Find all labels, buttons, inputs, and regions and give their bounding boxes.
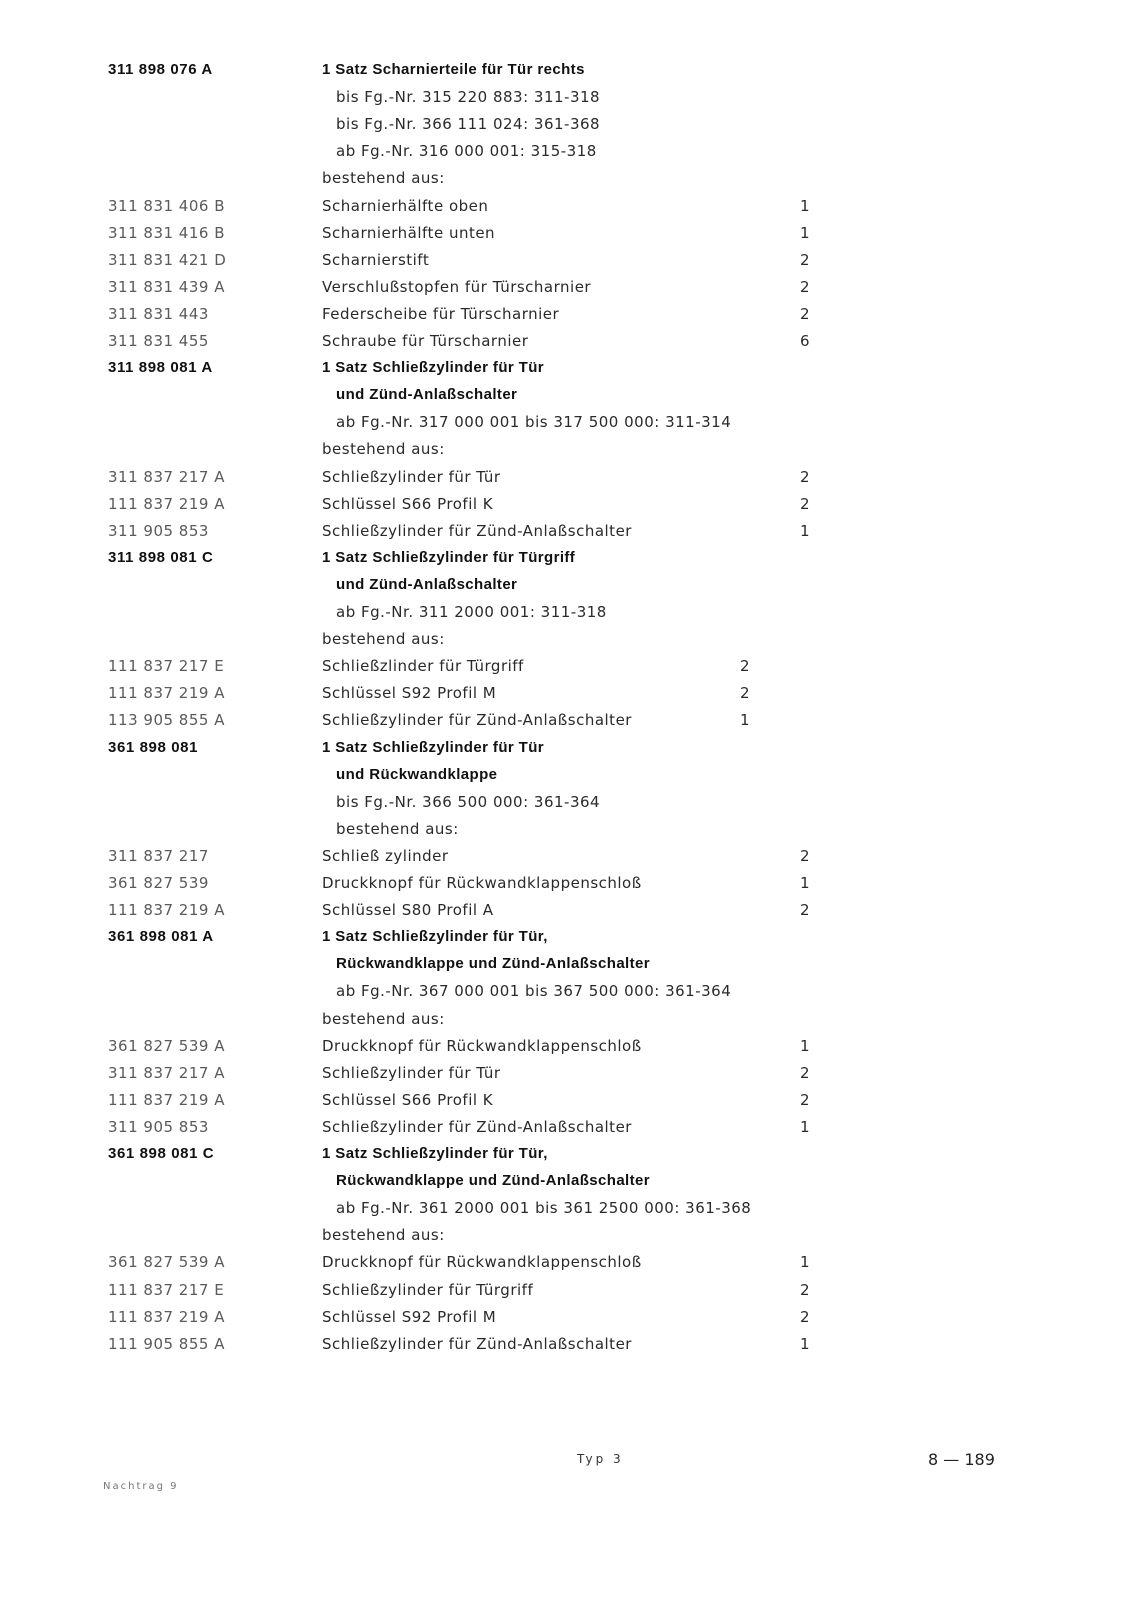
table-row bbox=[0, 1308, 1136, 1335]
part-quantity: 2 bbox=[800, 846, 810, 865]
table-row bbox=[0, 901, 1136, 928]
part-quantity: 2 bbox=[800, 494, 810, 513]
part-quantity: 2 bbox=[740, 657, 750, 676]
part-description: Schlüssel S66 Profil K bbox=[322, 494, 494, 513]
table-row bbox=[0, 1226, 1136, 1253]
part-set-row bbox=[0, 955, 1136, 982]
table-row bbox=[0, 711, 1136, 738]
part-set-row bbox=[0, 766, 1136, 793]
part-description: und Zünd-Anlaßschalter bbox=[336, 575, 518, 593]
part-description: bestehend aus: bbox=[322, 1009, 445, 1028]
table-row bbox=[0, 793, 1136, 820]
part-number: 311 837 217 A bbox=[108, 467, 225, 486]
table-row bbox=[0, 440, 1136, 467]
part-description: Schraube für Türscharnier bbox=[322, 332, 529, 350]
part-quantity: 2 bbox=[800, 304, 810, 323]
table-row bbox=[0, 251, 1136, 278]
part-quantity: 1 bbox=[800, 1036, 810, 1055]
part-number: 113 905 855 A bbox=[108, 711, 225, 730]
table-row bbox=[0, 413, 1136, 440]
part-number: 361 898 081 bbox=[108, 738, 199, 756]
table-row bbox=[0, 982, 1136, 1009]
part-number: 311 898 081 A bbox=[108, 359, 213, 377]
part-quantity: 2 bbox=[800, 1280, 810, 1299]
part-set-row bbox=[0, 359, 1136, 386]
part-number: 311 905 853 bbox=[108, 521, 209, 540]
part-description: 1 Satz Scharnierteile für Tür rechts bbox=[322, 61, 585, 78]
part-description: bestehend aus: bbox=[322, 630, 445, 649]
part-number: 111 905 855 A bbox=[108, 1334, 225, 1353]
part-number: 311 831 406 B bbox=[108, 196, 225, 215]
part-description: Verschlußstopfen für Türscharnier bbox=[322, 277, 592, 296]
table-row bbox=[0, 197, 1136, 224]
part-number: 311 831 439 A bbox=[108, 277, 225, 296]
table-row bbox=[0, 332, 1136, 359]
part-description: und Zünd-Anlaßschalter bbox=[336, 386, 518, 404]
table-row bbox=[0, 224, 1136, 251]
part-set-row bbox=[0, 549, 1136, 576]
part-description: bestehend aus: bbox=[322, 440, 445, 459]
part-set-row bbox=[0, 928, 1136, 955]
part-description: 1 Satz Schließzylinder für Tür, bbox=[322, 928, 548, 946]
part-description: Schließzylinder für Zünd-Anlaßschalter bbox=[322, 711, 632, 730]
part-description: ab Fg.-Nr. 311 2000 001: 311-318 bbox=[336, 603, 607, 621]
part-description: 1 Satz Schließzylinder für Tür, bbox=[322, 1145, 548, 1162]
part-number: 111 837 217 E bbox=[108, 1280, 225, 1299]
part-quantity: 1 bbox=[800, 1117, 810, 1136]
part-description: Schließzylinder für Tür bbox=[322, 1063, 501, 1082]
part-number: 311 837 217 A bbox=[108, 1063, 225, 1082]
table-row bbox=[0, 1281, 1136, 1308]
part-quantity: 1 bbox=[800, 1253, 810, 1272]
part-description: ab Fg.-Nr. 367 000 001 bis 367 500 000: 361-364 bbox=[336, 982, 732, 1001]
part-description: Rückwandklappe und Zünd-Anlaßschalter bbox=[336, 955, 651, 973]
table-row bbox=[0, 88, 1136, 115]
part-description: Scharnierstift bbox=[322, 250, 430, 269]
part-quantity: 1 bbox=[800, 223, 810, 242]
part-quantity: 6 bbox=[800, 332, 810, 350]
part-quantity: 2 bbox=[800, 901, 810, 920]
part-number: 111 837 219 A bbox=[108, 684, 225, 703]
part-number: 311 831 443 bbox=[108, 304, 209, 323]
table-row bbox=[0, 468, 1136, 495]
part-description: Druckknopf für Rückwandklappenschloß bbox=[322, 874, 642, 892]
part-number: 311 831 416 B bbox=[108, 223, 225, 242]
table-row bbox=[0, 1335, 1136, 1362]
part-description: Schlüssel S92 Profil M bbox=[322, 1307, 497, 1326]
table-row bbox=[0, 1253, 1136, 1280]
part-description: bis Fg.-Nr. 366 111 024: 361-368 bbox=[336, 115, 601, 134]
part-description: Schließ zylinder bbox=[322, 846, 449, 865]
table-row bbox=[0, 115, 1136, 142]
table-row bbox=[0, 142, 1136, 169]
part-number: 111 837 219 A bbox=[108, 1307, 225, 1326]
part-description: ab Fg.-Nr. 316 000 001: 315-318 bbox=[336, 142, 597, 161]
table-row bbox=[0, 1118, 1136, 1145]
part-number: 311 837 217 bbox=[108, 846, 209, 865]
part-number: 111 837 219 A bbox=[108, 1090, 225, 1109]
table-row bbox=[0, 169, 1136, 196]
table-row bbox=[0, 820, 1136, 847]
part-number: 361 827 539 bbox=[108, 874, 209, 892]
table-row bbox=[0, 847, 1136, 874]
table-row bbox=[0, 1064, 1136, 1091]
part-description: Schließzylinder für Zünd-Anlaßschalter bbox=[322, 521, 632, 540]
part-number: 361 827 539 A bbox=[108, 1036, 225, 1055]
table-row bbox=[0, 495, 1136, 522]
part-number: 111 837 217 E bbox=[108, 657, 225, 676]
page-number: 8 — 189 bbox=[928, 1450, 995, 1469]
part-description: ab Fg.-Nr. 361 2000 001 bis 361 2500 000: 361-368 bbox=[336, 1199, 752, 1218]
table-row bbox=[0, 603, 1136, 630]
part-description: Druckknopf für Rückwandklappenschloß bbox=[322, 1253, 642, 1272]
part-description: Schlüssel S92 Profil M bbox=[322, 684, 497, 703]
part-quantity: 1 bbox=[800, 1334, 810, 1353]
part-description: 1 Satz Schließzylinder für Türgriff bbox=[322, 548, 576, 566]
part-set-row bbox=[0, 386, 1136, 413]
part-quantity: 1 bbox=[740, 711, 750, 730]
part-description: Schlüssel S66 Profil K bbox=[322, 1090, 494, 1109]
part-quantity: 2 bbox=[800, 1307, 810, 1326]
part-number: 311 831 455 bbox=[108, 332, 209, 350]
part-description: bis Fg.-Nr. 315 220 883: 311-318 bbox=[336, 88, 601, 107]
part-number: 111 837 219 A bbox=[108, 901, 225, 920]
part-quantity: 1 bbox=[800, 196, 810, 215]
part-quantity: 2 bbox=[800, 277, 810, 296]
part-description: Scharnierhälfte oben bbox=[322, 196, 489, 215]
table-row bbox=[0, 522, 1136, 549]
part-description: Schließzylinder für Tür bbox=[322, 467, 501, 486]
part-description: Schließzylinder für Zünd-Anlaßschalter bbox=[322, 1334, 632, 1353]
part-description: Druckknopf für Rückwandklappenschloß bbox=[322, 1036, 642, 1055]
part-description: Schließzlinder für Türgriff bbox=[322, 657, 524, 676]
part-description: bis Fg.-Nr. 366 500 000: 361-364 bbox=[336, 792, 601, 811]
part-quantity: 2 bbox=[740, 684, 750, 703]
part-set-row bbox=[0, 1172, 1136, 1199]
footer-type-label: Typ 3 bbox=[577, 1452, 624, 1466]
part-number: 311 905 853 bbox=[108, 1117, 209, 1136]
part-number: 311 898 081 C bbox=[108, 548, 214, 566]
table-row bbox=[0, 1037, 1136, 1064]
part-description: bestehend aus: bbox=[336, 819, 459, 838]
supplement-note: Nachtrag 9 bbox=[103, 1481, 179, 1492]
part-set-row bbox=[0, 576, 1136, 603]
table-row bbox=[0, 1091, 1136, 1118]
part-number: 361 898 081 A bbox=[108, 928, 214, 946]
part-quantity: 1 bbox=[800, 874, 810, 892]
part-number: 111 837 219 A bbox=[108, 494, 225, 513]
part-description: 1 Satz Schließzylinder für Tür bbox=[322, 738, 545, 756]
part-description: 1 Satz Schließzylinder für Tür bbox=[322, 359, 545, 377]
table-row bbox=[0, 684, 1136, 711]
part-description: und Rückwandklappe bbox=[336, 765, 498, 783]
part-description: Schließzylinder für Türgriff bbox=[322, 1280, 534, 1299]
part-quantity: 1 bbox=[800, 521, 810, 540]
table-row bbox=[0, 1010, 1136, 1037]
part-quantity: 2 bbox=[800, 1090, 810, 1109]
table-row bbox=[0, 1199, 1136, 1226]
table-row bbox=[0, 278, 1136, 305]
part-description: bestehend aus: bbox=[322, 1226, 445, 1245]
part-description: Rückwandklappe und Zünd-Anlaßschalter bbox=[336, 1172, 651, 1190]
part-description: Federscheibe für Türscharnier bbox=[322, 304, 560, 323]
table-row bbox=[0, 657, 1136, 684]
part-number: 311 831 421 D bbox=[108, 250, 227, 269]
table-row bbox=[0, 874, 1136, 901]
part-set-row bbox=[0, 61, 1136, 88]
part-quantity: 2 bbox=[800, 250, 810, 269]
part-description: Schlüssel S80 Profil A bbox=[322, 901, 494, 920]
part-description: Scharnierhälfte unten bbox=[322, 223, 496, 242]
table-row bbox=[0, 305, 1136, 332]
part-number: 311 898 076 A bbox=[108, 61, 213, 78]
part-quantity: 2 bbox=[800, 1063, 810, 1082]
part-quantity: 2 bbox=[800, 467, 810, 486]
part-set-row bbox=[0, 1145, 1136, 1172]
part-set-row bbox=[0, 739, 1136, 766]
part-number: 361 827 539 A bbox=[108, 1253, 225, 1272]
part-description: Schließzylinder für Zünd-Anlaßschalter bbox=[322, 1117, 632, 1136]
table-row bbox=[0, 630, 1136, 657]
part-number: 361 898 081 C bbox=[108, 1145, 215, 1162]
part-description: bestehend aus: bbox=[322, 169, 445, 188]
part-description: ab Fg.-Nr. 317 000 001 bis 317 500 000: 311-314 bbox=[336, 413, 732, 432]
